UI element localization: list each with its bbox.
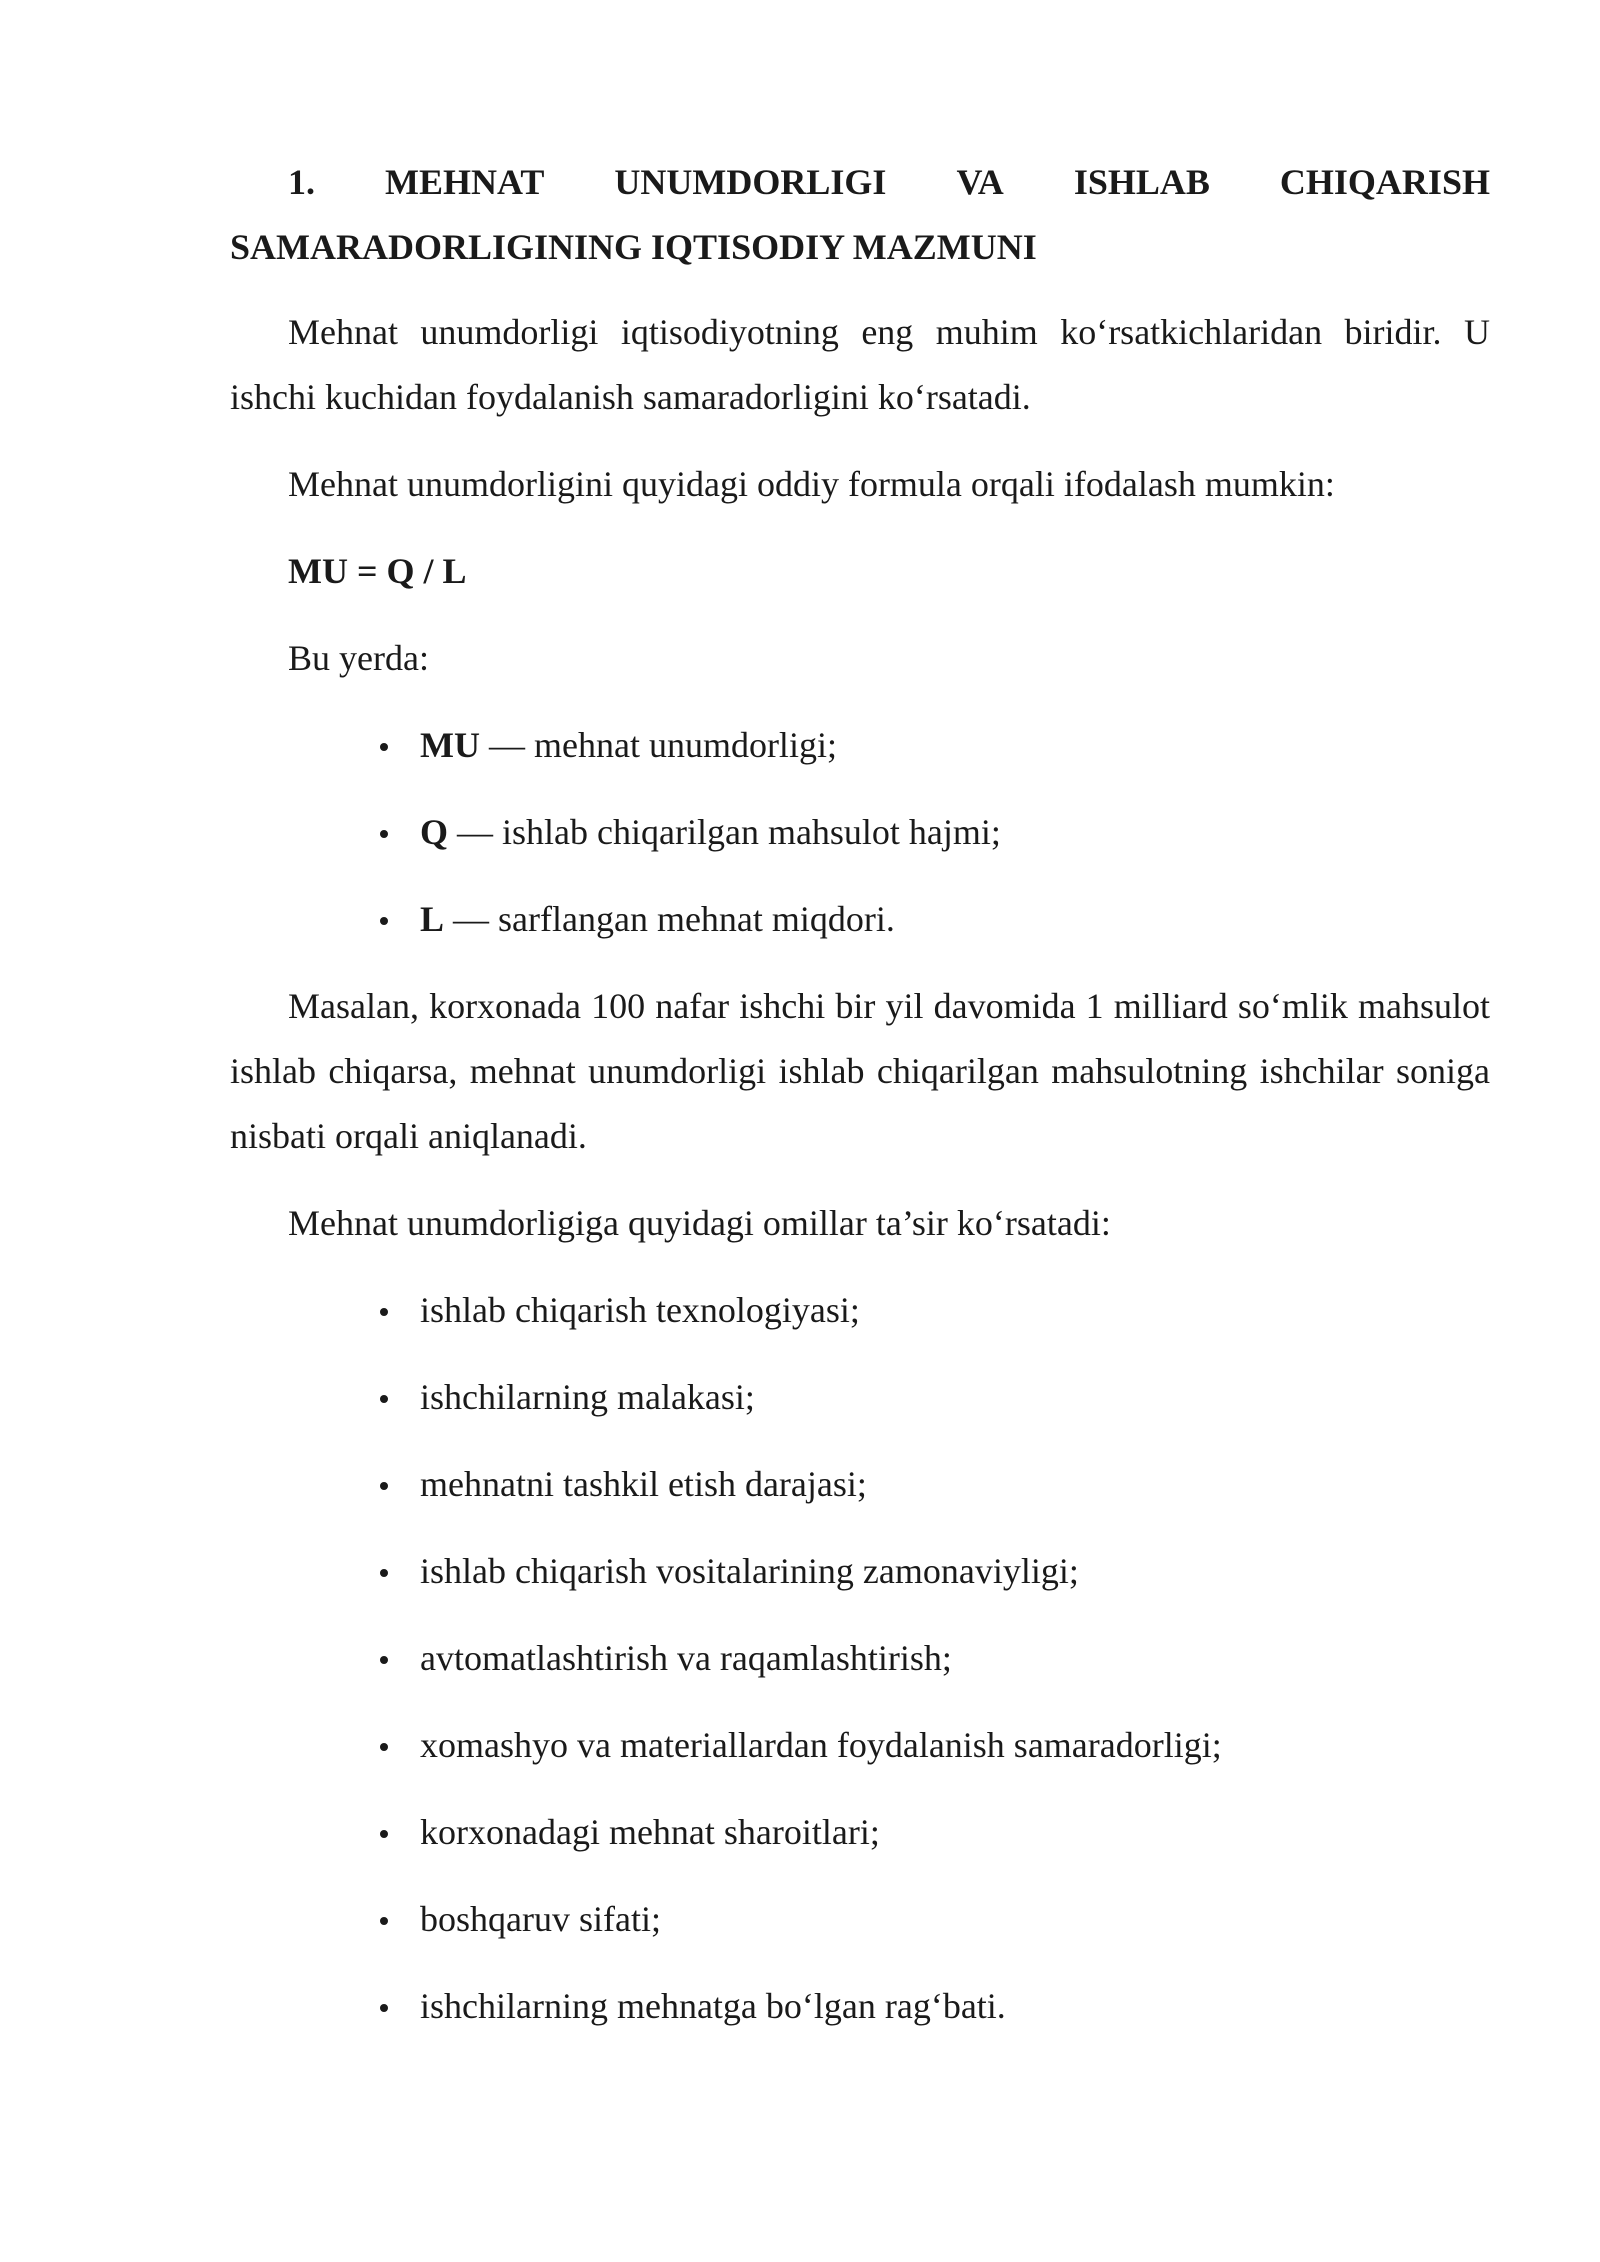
list-item bbox=[230, 1278, 1490, 1343]
list-item bbox=[230, 1452, 1490, 1517]
factor-text: korxonadagi mehnat sharoitlari; bbox=[420, 1812, 880, 1852]
factor-text: mehnatni tashkil etish darajasi; bbox=[420, 1464, 867, 1504]
definition-term: MU bbox=[420, 725, 480, 765]
list-item bbox=[230, 800, 1490, 865]
formula: MU = Q / L bbox=[288, 551, 467, 591]
example-paragraph: Masalan, korxonada 100 nafar ishchi bir yil davomida 1 milliard so‘mlik mahsulot ishlab chiqarsa, mehnat unumdorligi ishlab chiqarilgan mahsulotning ishchilar soniga nisbati orqali aniqlanadi. bbox=[230, 986, 1490, 1156]
section-heading bbox=[230, 150, 1490, 280]
bullet-icon bbox=[380, 1656, 388, 1664]
bullet-icon bbox=[380, 1482, 388, 1490]
intro-paragraph: Mehnat unumdorligi iqtisodiyotning eng muhim ko‘rsatkichlaridan biridir. U ishchi kuchidan foydalanish samaradorligini ko‘rsatadi. bbox=[230, 312, 1490, 417]
bullet-icon bbox=[380, 743, 388, 751]
factor-text: ishlab chiqarish texnologiyasi; bbox=[420, 1290, 860, 1330]
list-item bbox=[230, 1626, 1490, 1691]
list-item bbox=[230, 1713, 1490, 1778]
definition-text: — sarflangan mehnat miqdori. bbox=[444, 899, 895, 939]
heading-word: CHIQARISH bbox=[1279, 162, 1490, 202]
definition-text: — mehnat unumdorligi; bbox=[479, 725, 837, 765]
document-page bbox=[230, 150, 1490, 2039]
bullet-icon bbox=[380, 1569, 388, 1577]
bullet-icon bbox=[380, 1308, 388, 1316]
where-label: Bu yerda: bbox=[288, 638, 429, 678]
bullet-icon bbox=[380, 830, 388, 838]
heading-word: ISHLAB bbox=[1073, 162, 1210, 202]
factor-text: boshqaruv sifati; bbox=[420, 1899, 661, 1939]
factor-text: xomashyo va materiallardan foydalanish samaradorligi; bbox=[420, 1725, 1222, 1765]
list-item bbox=[230, 1800, 1490, 1865]
bullet-icon bbox=[380, 917, 388, 925]
formula-intro-paragraph: Mehnat unumdorligini quyidagi oddiy formula orqali ifodalash mumkin: bbox=[288, 464, 1335, 504]
list-item bbox=[230, 1539, 1490, 1604]
definitions-list bbox=[230, 713, 1490, 952]
heading-line-1 bbox=[230, 150, 1490, 215]
bullet-icon bbox=[380, 1917, 388, 1925]
definition-text: — ishlab chiqarilgan mahsulot hajmi; bbox=[448, 812, 1001, 852]
list-item bbox=[230, 1887, 1490, 1952]
heading-word: MEHNAT bbox=[385, 162, 545, 202]
factors-list bbox=[230, 1278, 1490, 2039]
factor-text: avtomatlashtirish va raqamlashtirish; bbox=[420, 1638, 952, 1678]
list-item bbox=[230, 887, 1490, 952]
heading-word: 1. bbox=[288, 162, 315, 202]
heading-word: UNUMDORLIGI bbox=[614, 162, 887, 202]
factors-intro-paragraph: Mehnat unumdorligiga quyidagi omillar ta’sir ko‘rsatadi: bbox=[288, 1203, 1111, 1243]
heading-line-2: SAMARADORLIGINING IQTISODIY MAZMUNI bbox=[230, 227, 1037, 267]
bullet-icon bbox=[380, 1830, 388, 1838]
definition-term: Q bbox=[420, 812, 449, 852]
factor-text: ishchilarning mehnatga bo‘lgan rag‘bati. bbox=[420, 1986, 1006, 2026]
list-item bbox=[230, 1365, 1490, 1430]
bullet-icon bbox=[380, 2004, 388, 2012]
bullet-icon bbox=[380, 1743, 388, 1751]
list-item bbox=[230, 713, 1490, 778]
heading-word: VA bbox=[956, 162, 1004, 202]
definition-term: L bbox=[420, 899, 445, 939]
bullet-icon bbox=[380, 1395, 388, 1403]
list-item bbox=[230, 1974, 1490, 2039]
factor-text: ishlab chiqarish vositalarining zamonaviyligi; bbox=[420, 1551, 1079, 1591]
factor-text: ishchilarning malakasi; bbox=[420, 1377, 755, 1417]
